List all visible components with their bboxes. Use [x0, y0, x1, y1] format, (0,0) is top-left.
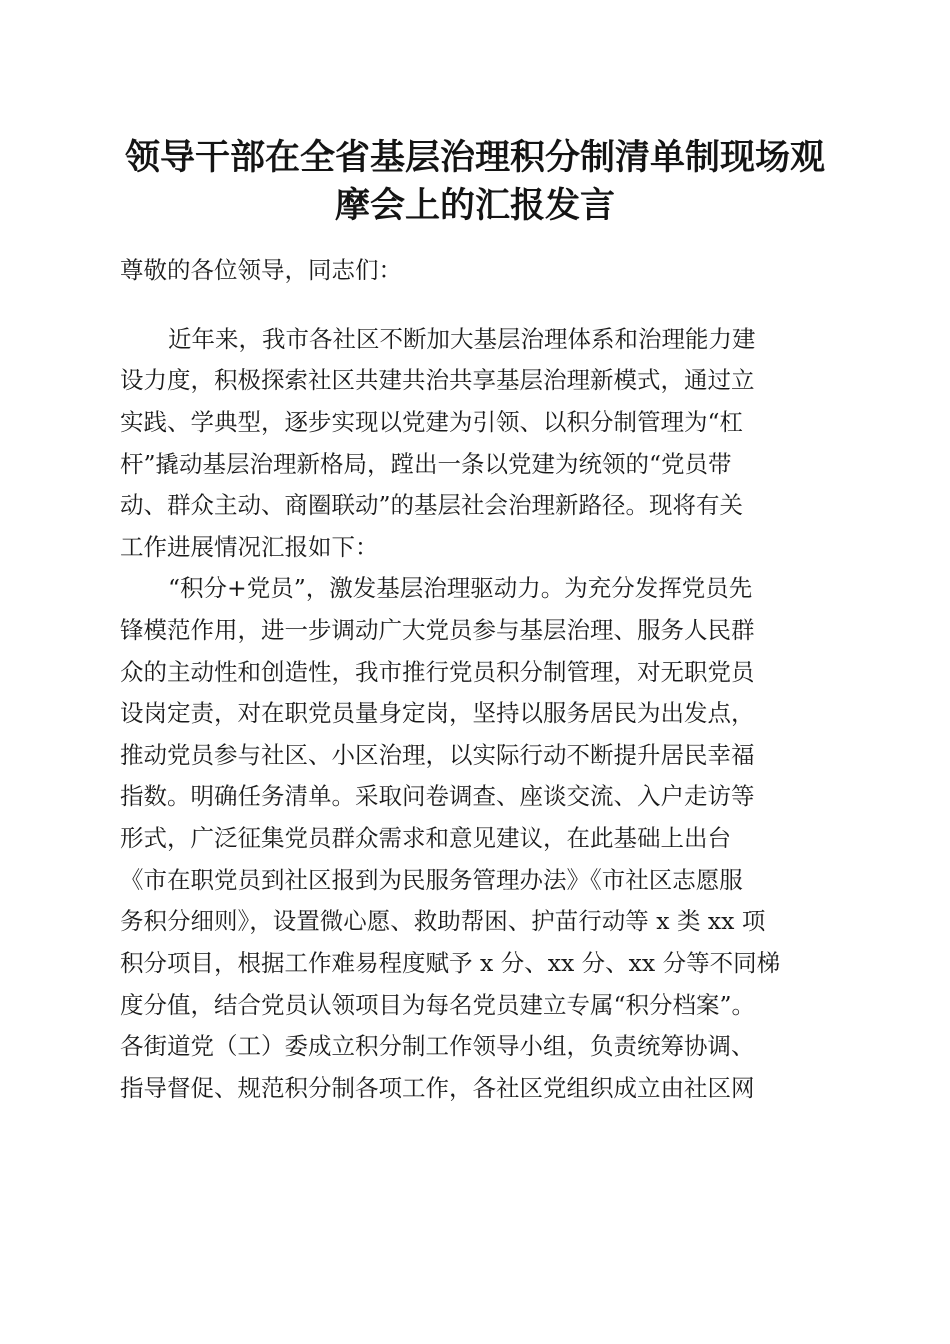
body-line: 工作进展情况汇报如下：: [120, 533, 379, 561]
body-line: 众的主动性和创造性，我市推行党员积分制管理，对无职党员: [120, 658, 755, 686]
title-line: 领导干部在全省基层治理积分制清单制现场观: [124, 137, 825, 178]
body-line: 杆”撬动基层治理新格局，蹚出一条以党建为统领的“党员带: [120, 450, 732, 478]
body-line: 形式，广泛征集党员群众需求和意见建议，在此基础上出台: [120, 824, 731, 852]
body-line: 度分值，结合党员认领项目为每名党员建立专属“积分档案”。: [120, 991, 756, 1019]
body-line: 动、群众主动、商圈联动”的基层社会治理新路径。现将有关: [120, 491, 744, 519]
body-line: 尊敬的各位领导，同志们：: [120, 256, 402, 284]
body-line: 设力度，积极探索社区共建共治共享基层治理新模式，通过立: [120, 366, 755, 394]
body-line: 《市在职党员到社区报到为民服务管理办法》《市社区志愿服: [120, 866, 743, 894]
body-line: 各街道党（工）委成立积分制工作领导小组，负责统筹协调、: [120, 1032, 755, 1060]
body-line: 近年来，我市各社区不断加大基层治理体系和治理能力建: [168, 325, 756, 353]
body-line: 指数。明确任务清单。采取问卷调查、座谈交流、入户走访等: [120, 782, 755, 810]
body-line: “积分+党员”，激发基层治理驱动力。为充分发挥党员先: [168, 574, 753, 602]
body-line: 设岗定责，对在职党员量身定岗，坚持以服务居民为出发点，: [120, 699, 755, 727]
body-line: 推动党员参与社区、小区治理，以实际行动不断提升居民幸福: [120, 741, 755, 769]
body-line: 锋模范作用，进一步调动广大党员参与基层治理、服务人民群: [120, 616, 755, 644]
body-line: 积分项目，根据工作难易程度赋予 x 分、xx 分、xx 分等不同梯: [120, 949, 781, 977]
body-line: 指导督促、规范积分制各项工作，各社区党组织成立由社区网: [120, 1074, 755, 1102]
body-line: 务积分细则》，设置微心愿、救助帮困、护苗行动等 x 类 xx 项: [120, 907, 766, 935]
title-line: 摩会上的汇报发言: [334, 185, 615, 226]
body-line: 实践、学典型，逐步实现以党建为引领、以积分制管理为“杠: [120, 408, 744, 436]
